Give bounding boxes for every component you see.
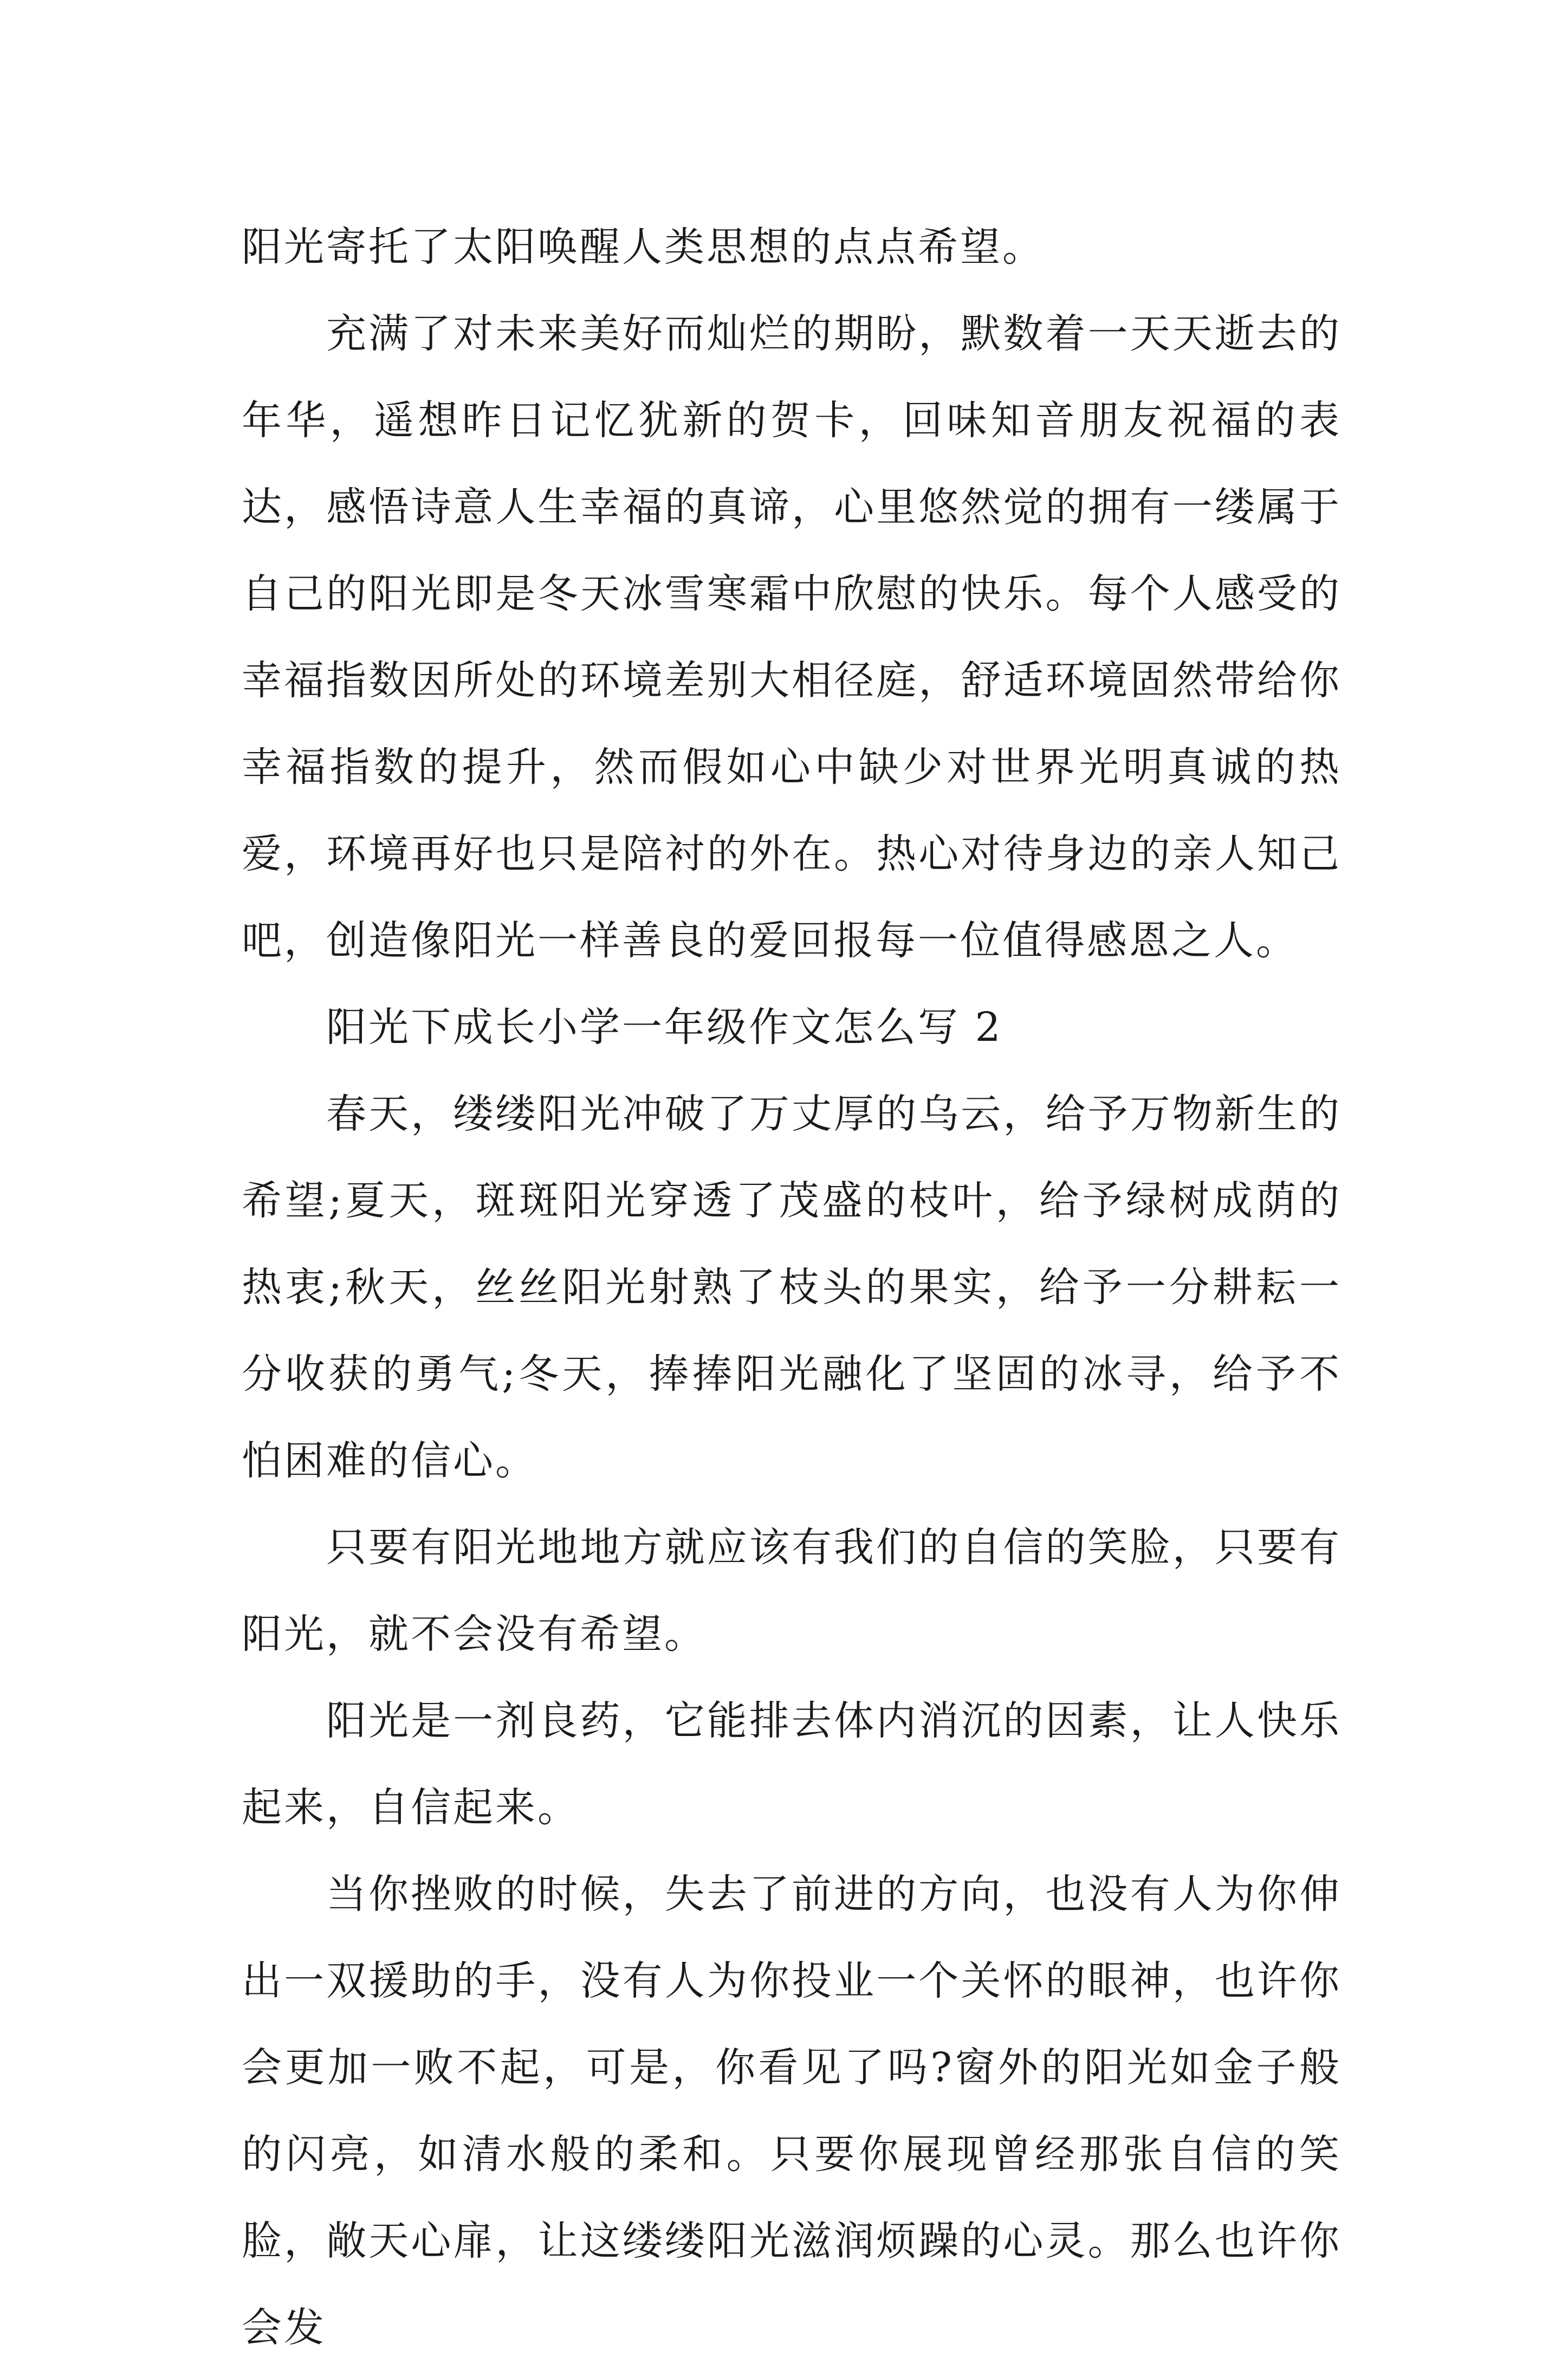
body-text <box>242 204 1342 2371</box>
paragraph: 当你挫败的时候，失去了前进的方向，也没有人为你伸出一双援助的手，没有人为你投业一个关怀的眼神，也许你会更加一败不起，可是，你看见了吗?窗外的阳光如金子般的闪亮，如清水般的柔和。只要你展现曾经那张自信的笑脸，敞天心扉，让这缕缕阳光滋润烦躁的心灵。那么也许你会发 <box>242 1871 1342 2351</box>
paragraph: 只要有阳光地地方就应该有我们的自信的笑脸，只要有阳光，就不会没有希望。 <box>242 1524 1342 1657</box>
paragraph: 充满了对未来美好而灿烂的期盼，默数着一天天逝去的年华，遥想昨日记忆犹新的贺卡，回味知音朋友祝福的表达，感悟诗意人生幸福的真谛，心里悠然觉的拥有一缕属于自己的阳光即是冬天冰雪寒霜中欣慰的快乐。每个人感受的幸福指数因所处的环境差别大相径庭，舒适环境固然带给你幸福指数的提升，然而假如心中缺少对世界光明真诚的热爱，环境再好也只是陪衬的外在。热心对待身边的亲人知己吧，创造像阳光一样善良的爱回报每一位值得感恩之人。 <box>242 310 1342 964</box>
paragraph: 阳光是一剂良药，它能排去体内消沉的因素，让人快乐起来，自信起来。 <box>242 1698 1342 1831</box>
paragraph: 阳光寄托了太阳唤醒人类思想的点点希望。 <box>242 224 1045 270</box>
paragraph: 春天，缕缕阳光冲破了万丈厚的乌云，给予万物新生的希望;夏天，斑斑阳光穿透了茂盛的枝叶，给予绿树成荫的热衷;秋天，丝丝阳光射熟了枝头的果实，给予一分耕耘一分收获的勇气;冬天，捧捧阳光融化了坚固的冰寻，给予不怕困难的信心。 <box>242 1091 1342 1484</box>
section-heading: 阳光下成长小学一年级作文怎么写 2 <box>326 1004 1003 1051</box>
